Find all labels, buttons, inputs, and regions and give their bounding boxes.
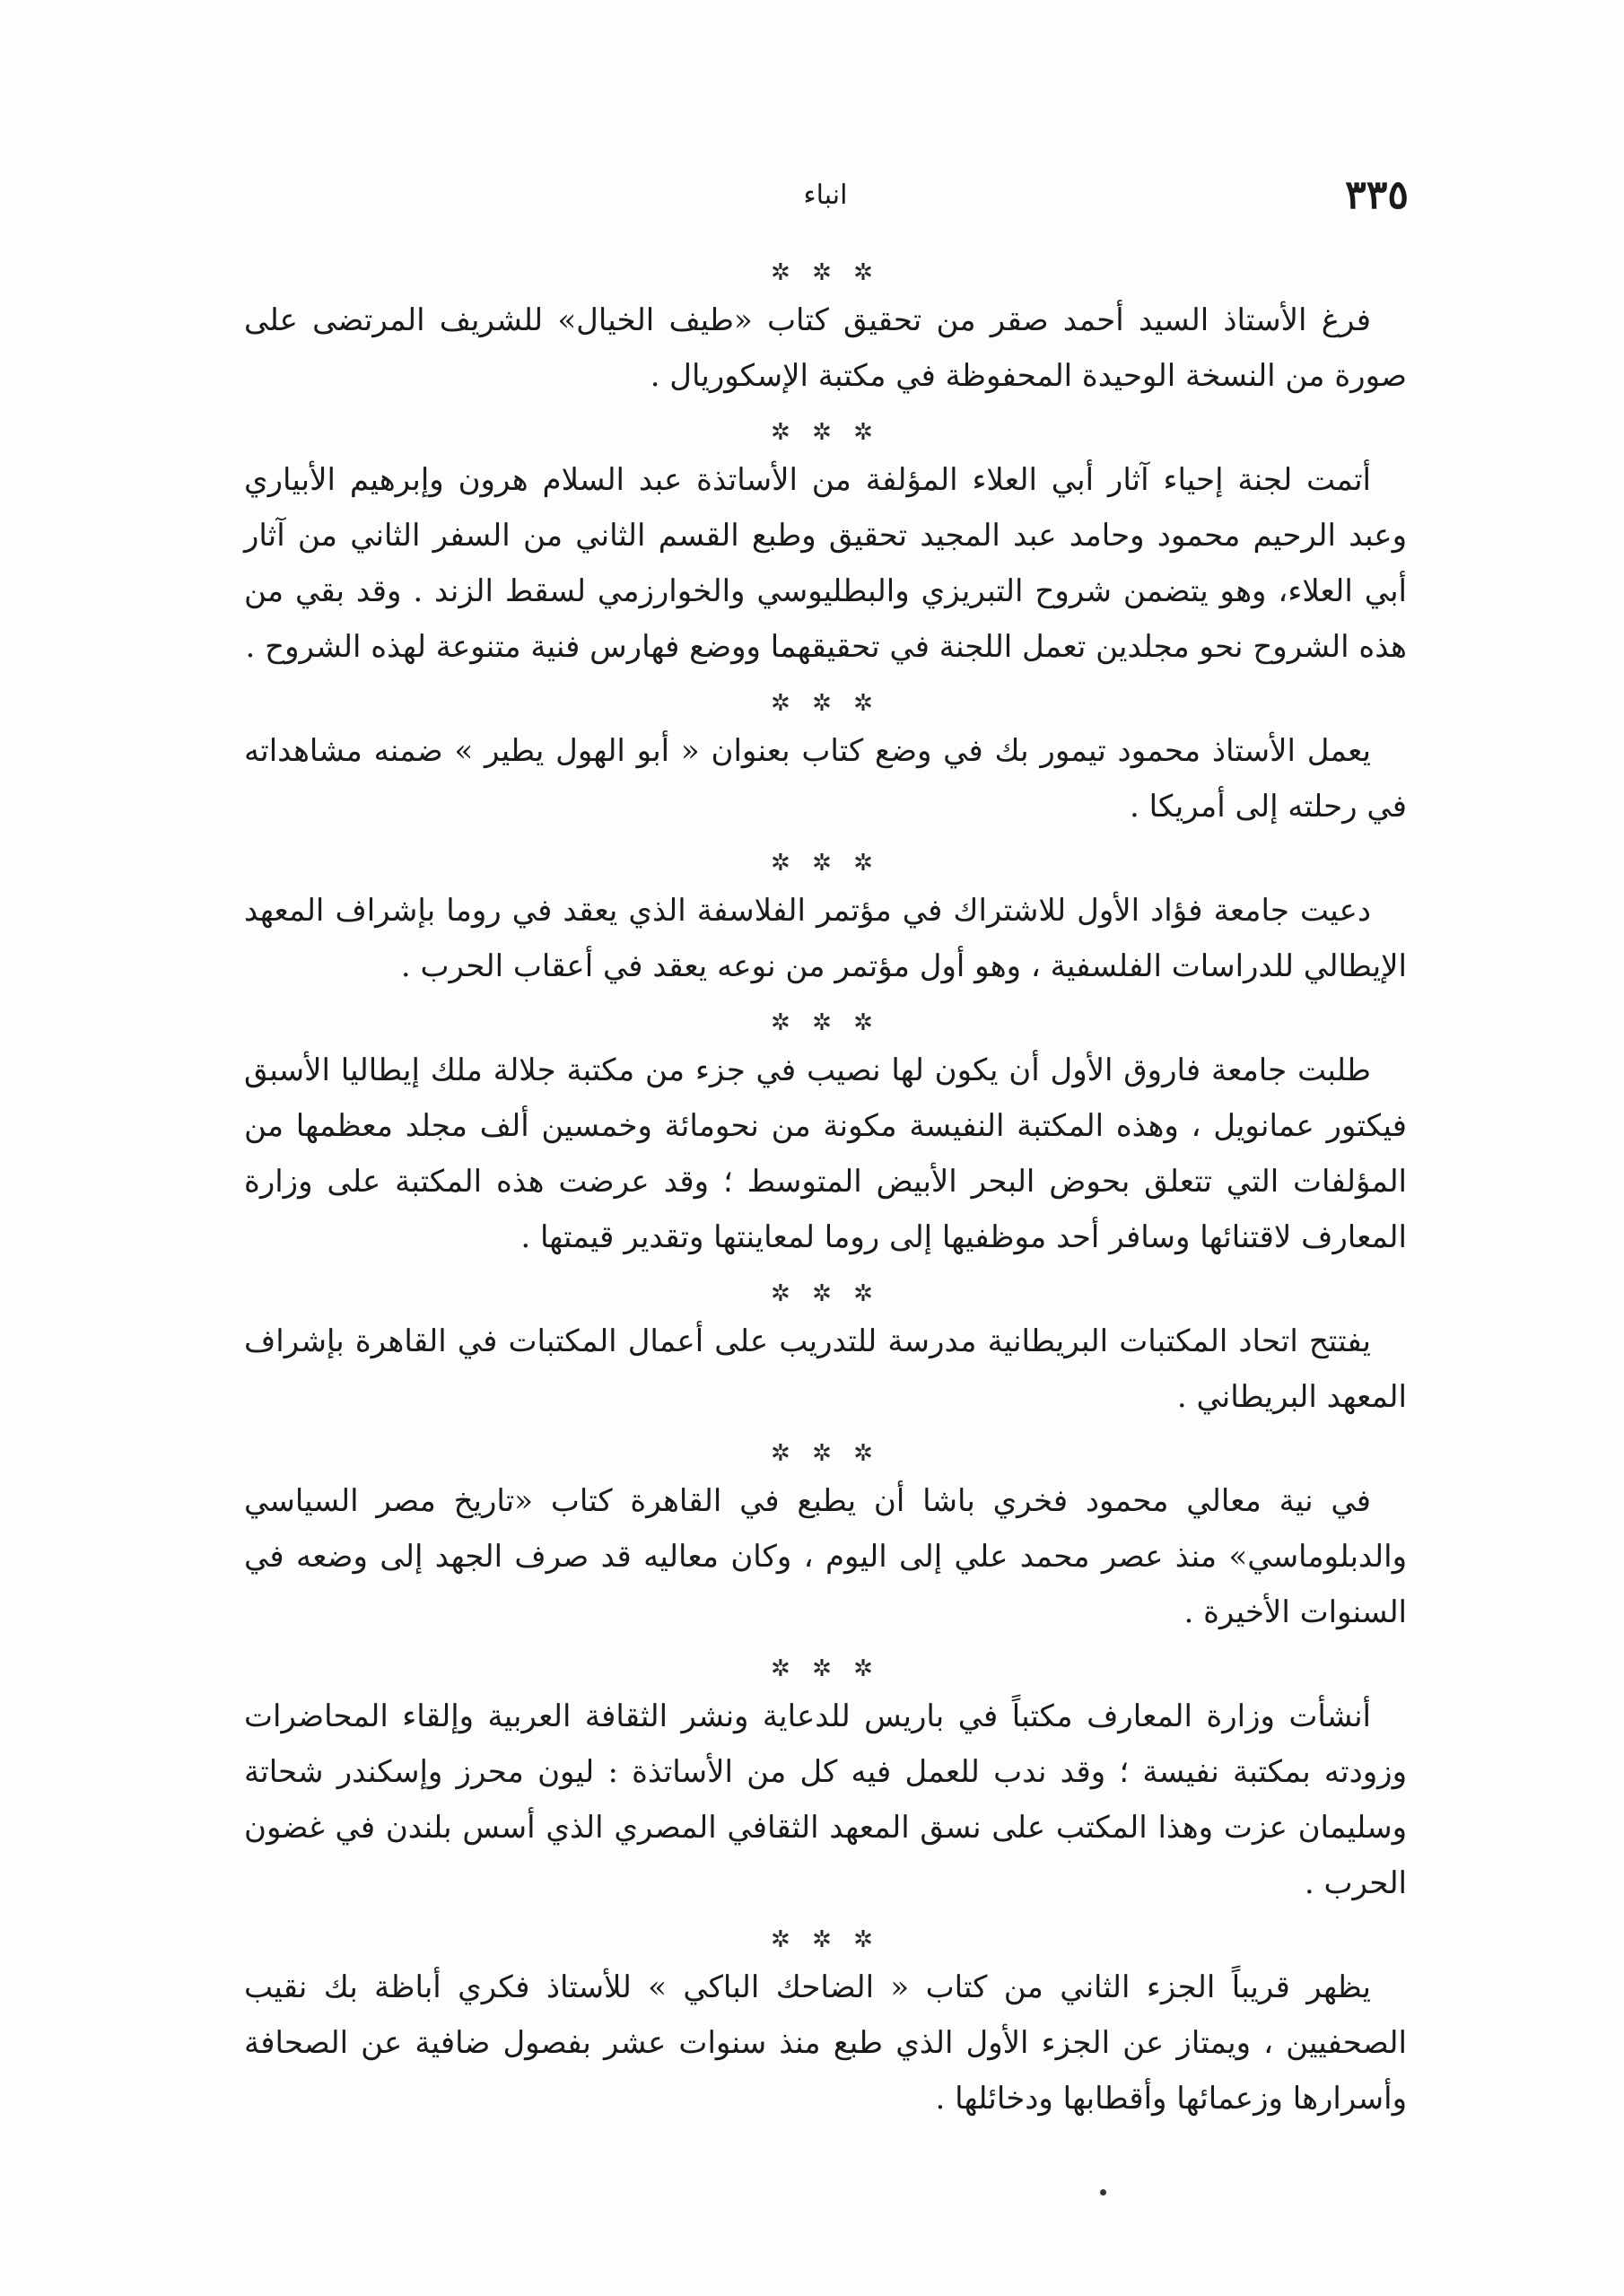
ink-speck: [1100, 2189, 1106, 2196]
star-divider: ✲ ✲ ✲: [771, 419, 880, 446]
running-title: انباء: [803, 179, 848, 211]
star-divider: ✲ ✲ ✲: [771, 850, 880, 877]
news-item: في نية معالي محمود فخري باشا أن يطبع في القاهرة كتاب «تاريخ مصر السياسي والدبلوماسي» منذ عصر محمد علي إلى اليوم ، وكان معاليه قد صرف الجهد إلى وضعه في السنوات الأخيرة .: [244, 1483, 1407, 1630]
news-item: أنشأت وزارة المعارف مكتباً في باريس للدعاية ونشر الثقافة العربية وإلقاء المحاضرات وزودته بمكتبة نفيسة ؛ وقد ندب للعمل فيه كل من الأساتذة : ليون محرز وإسكندر شحاتة وسليمان عزت وهذا المكتب على نسق المعهد الثقافي المصري الذي أسس بلندن في غضون الحرب .: [244, 1698, 1407, 1901]
star-divider: ✲ ✲ ✲: [771, 1926, 880, 1953]
news-column: [244, 253, 1407, 2135]
news-item: يفتتح اتحاد المكتبات البريطانية مدرسة للتدريب على أعمال المكتبات في القاهرة بإشراف المعهد البريطاني .: [244, 1323, 1407, 1415]
star-divider: ✲ ✲ ✲: [771, 1009, 880, 1036]
news-item: أتمت لجنة إحياء آثار أبي العلاء المؤلفة من الأساتذة عبد السلام هرون وإبرهيم الأبياري وعبد الرحيم محمود وحامد عبد المجيد تحقيق وطبع القسم الثاني من السفر الثاني من آثار أبي العلاء، وهو يتضمن شروح التبريزي والبطليوسي والخوارزمي لسقط الزند . وقد بقي من هذه الشروح نحو مجلدين تعمل اللجنة في تحقيقهما ووضع فهارس فنية متنوعة لهذه الشروح .: [244, 462, 1407, 665]
news-item: يظهر قريباً الجزء الثاني من كتاب « الضاحك الباكي » للأستاذ فكري أباظة بك نقيب الصحفيين ، ويمتاز عن الجزء الأول الذي طبع منذ سنوات عشر بفصول ضافية عن الصحافة وأسرارها وزعمائها وأقطابها ودخائلها .: [244, 1969, 1407, 2117]
star-divider: ✲ ✲ ✲: [771, 259, 880, 286]
star-divider: ✲ ✲ ✲: [771, 1440, 880, 1467]
news-item: فرغ الأستاذ السيد أحمد صقر من تحقيق كتاب «طيف الخيال» للشريف المرتضى على صورة من النسخة الوحيدة المحفوظة في مكتبة الإسكوريال .: [244, 302, 1407, 394]
news-item: دعيت جامعة فؤاد الأول للاشتراك في مؤتمر الفلاسفة الذي يعقد في روما بإشراف المعهد الإيطالي للدراسات الفلسفية ، وهو أول مؤتمر من نوعه يعقد في أعقاب الحرب .: [244, 893, 1407, 984]
star-divider: ✲ ✲ ✲: [771, 690, 880, 717]
page-header: [242, 169, 1409, 223]
star-divider: ✲ ✲ ✲: [771, 1655, 880, 1682]
news-item: طلبت جامعة فاروق الأول أن يكون لها نصيب في جزء من مكتبة جلالة ملك إيطاليا الأسبق فيكتور عمانويل ، وهذه المكتبة النفيسة مكونة من نحومائة وخمسين ألف مجلد معظمها من المؤلفات التي تتعلق بحوض البحر الأبيض المتوسط ؛ وقد عرضت هذه المكتبة على وزارة المعارف لاقتنائها وسافر أحد موظفيها إلى روما لمعاينتها وتقدير قيمتها .: [244, 1052, 1407, 1255]
news-item: يعمل الأستاذ محمود تيمور بك في وضع كتاب بعنوان « أبو الهول يطير » ضمنه مشاهداته في رحلته إلى أمريكا .: [244, 733, 1407, 825]
page-number: ٣٣٥: [1345, 172, 1409, 218]
star-divider: ✲ ✲ ✲: [771, 1280, 880, 1307]
